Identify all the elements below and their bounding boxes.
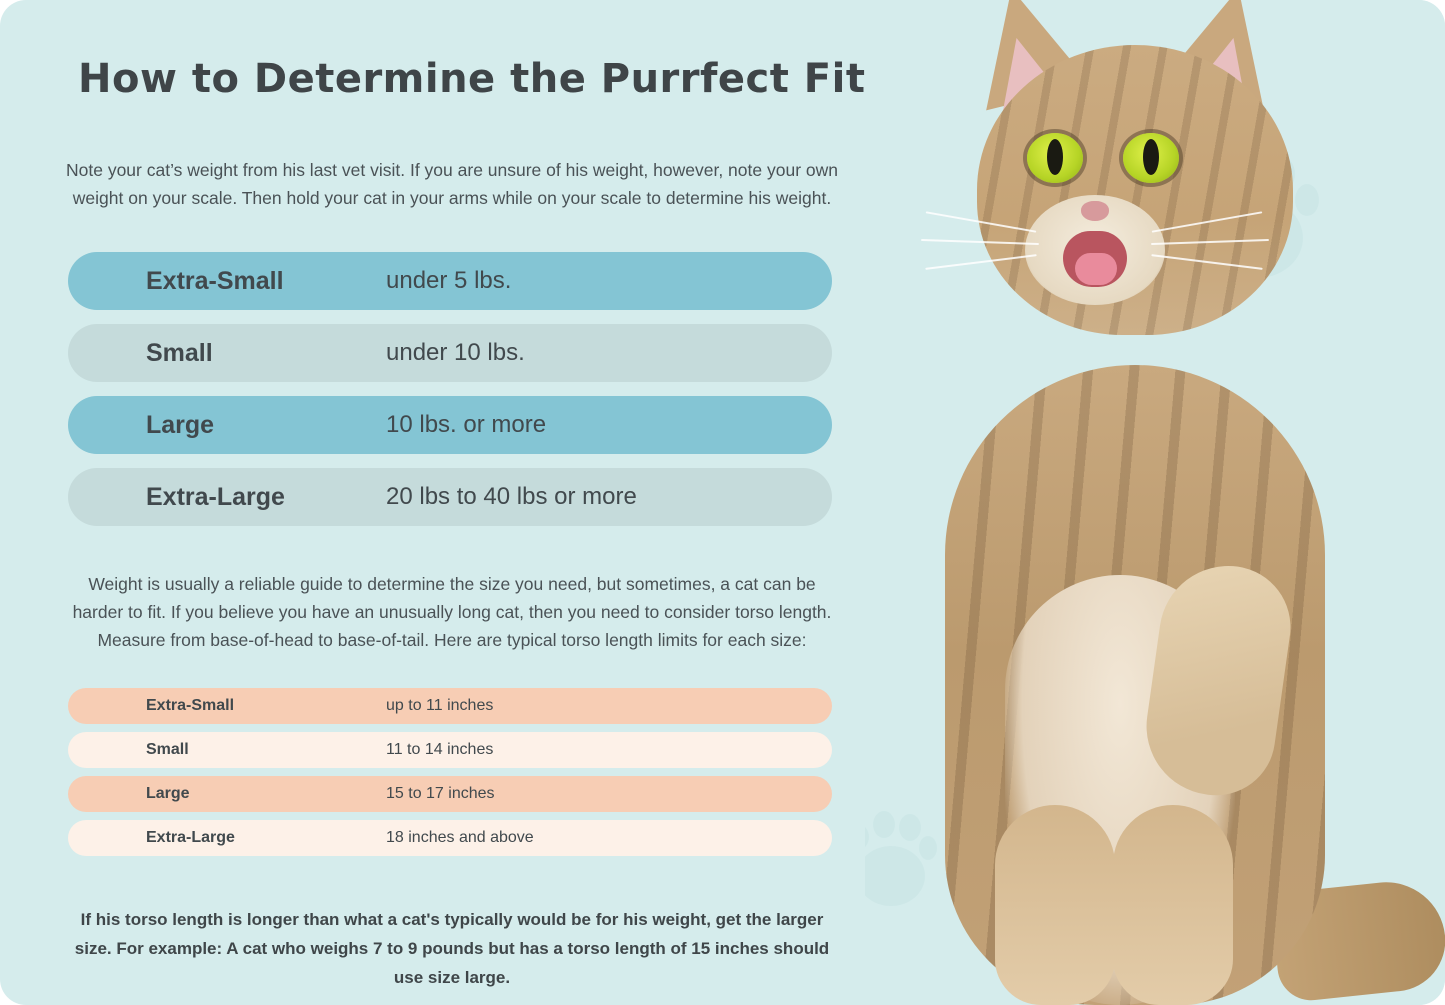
size-label: Small (146, 741, 189, 758)
page-title: How to Determine the Purrfect Fit (78, 56, 866, 102)
size-label: Large (146, 785, 190, 802)
size-value: under 5 lbs. (386, 267, 512, 294)
weight-size-table (68, 252, 832, 540)
size-value: up to 11 inches (386, 697, 494, 714)
size-value: 10 lbs. or more (386, 411, 547, 438)
cat-eye-left (1027, 133, 1083, 183)
table-row (68, 776, 832, 812)
size-value: 11 to 14 inches (386, 741, 494, 758)
size-label: Small (146, 338, 213, 367)
intro-paragraph: Note your cat’s weight from his last vet visit. If you are unsure of his weight, however, note your own weight on your scale. Then hold your cat in your arms while on your scale to determine his weight. (66, 159, 838, 208)
table-row (68, 732, 832, 768)
cat-eye-right (1123, 133, 1179, 183)
size-value: 20 lbs to 40 lbs or more (386, 483, 637, 510)
size-label: Extra-Large (146, 482, 285, 511)
torso-explanation-paragraph: Weight is usually a reliable guide to determine the size you need, but sometimes, a cat can be harder to fit. If you believe you have an unusually long cat, then you need to consider torso length. Measure from base-of-head to base-of-tail. Here are typical torso length limits for each size: (72, 573, 832, 651)
table-row (68, 468, 832, 526)
cat-leg-right (1113, 805, 1233, 1005)
cat-leg-left (995, 805, 1115, 1005)
size-value: under 10 lbs. (386, 339, 525, 366)
table-row (68, 396, 832, 454)
table-row (68, 324, 832, 382)
table-row (68, 252, 832, 310)
torso-length-table (68, 688, 832, 864)
cat-tongue (1075, 253, 1117, 285)
size-value: 18 inches and above (386, 829, 534, 846)
size-label: Extra-Small (146, 697, 235, 714)
size-value: 15 to 17 inches (386, 785, 495, 802)
size-label: Large (146, 410, 215, 439)
size-label: Extra-Large (146, 829, 235, 846)
cat-nose (1081, 201, 1109, 221)
cat-photo (865, 0, 1445, 1005)
table-row (68, 820, 832, 856)
cat-illustration (885, 25, 1425, 1005)
table-row (68, 688, 832, 724)
size-label: Extra-Small (146, 266, 284, 295)
footer-note: If his torso length is longer than what a cat's typically would be for his weight, get the larger size. For example: A cat who weighs 7 to 9 pounds but has a torso length of 15 inches should use size large. (74, 910, 830, 988)
